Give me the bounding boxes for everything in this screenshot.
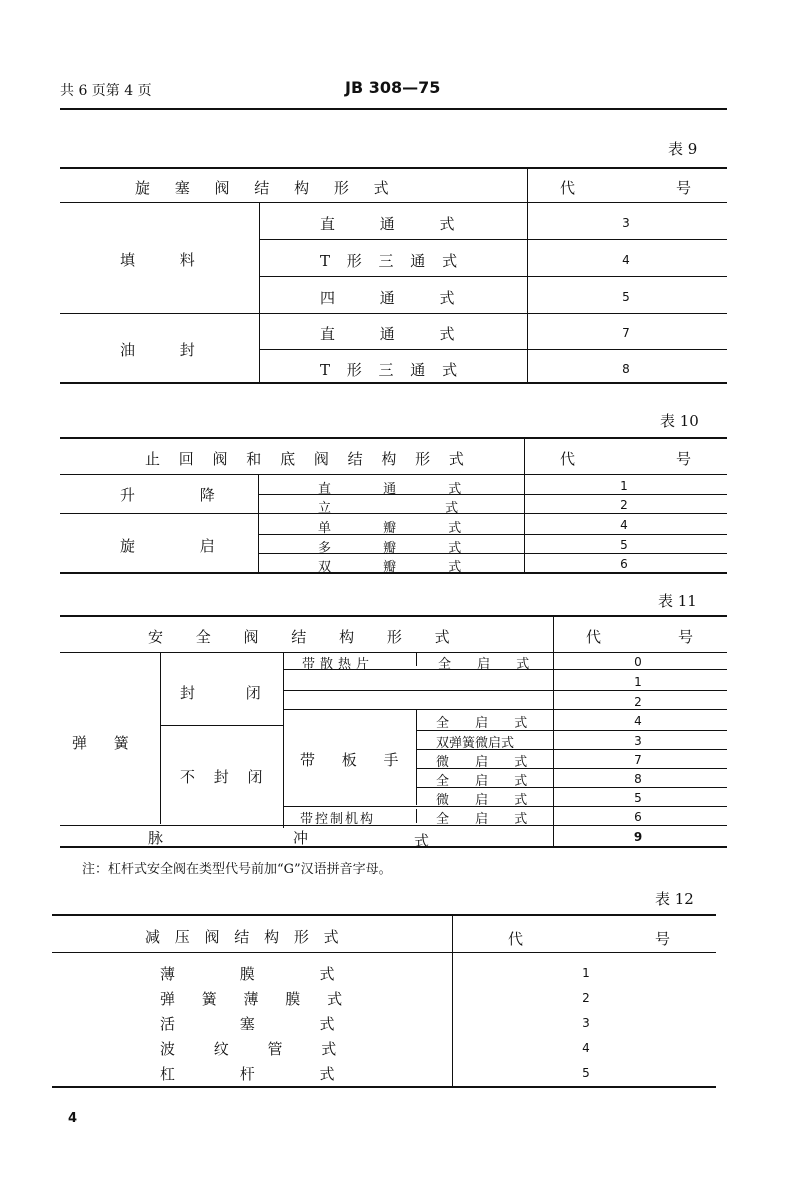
table11-code: 7: [634, 753, 642, 767]
page-number: 4: [68, 1111, 78, 1126]
table11-with-lever: 带 板 手: [300, 751, 399, 769]
table11-code-header-2: 号: [678, 628, 694, 646]
table11-lever-row: 微 启 式: [436, 755, 528, 770]
table12-row-code: 2: [582, 991, 590, 1005]
table11-full-lift: 全 启 式: [438, 657, 530, 672]
table9-row-code: 3: [622, 216, 630, 230]
table12-row-form: 薄 膜 式: [160, 965, 335, 983]
table10-row-code: 1: [620, 479, 628, 493]
table12-row-code: 1: [582, 966, 590, 980]
table12-code-header-2: 号: [655, 930, 671, 948]
table9-group-packing: 填 料: [120, 251, 195, 269]
table10-row-form: 多 瓣 式: [318, 541, 462, 556]
table11-code: 5: [634, 791, 642, 805]
table11-lever-row: 微 启 式: [436, 793, 528, 808]
table12-row-form: 弹 簧 薄 膜 式: [160, 990, 343, 1008]
table11-code: 2: [634, 695, 642, 709]
table9-code-header-1: 代: [560, 179, 576, 197]
table11-lever-row: 全 启 式: [436, 774, 528, 789]
table10-row-code: 5: [620, 538, 628, 552]
table9-group-oil: 油 封: [120, 341, 195, 359]
table11-pulse-2: 冲: [293, 829, 309, 847]
table10-row-code: 2: [620, 498, 628, 512]
table11-code: 1: [634, 675, 642, 689]
table12-code-header-1: 代: [508, 930, 524, 948]
page-info: 共 6 页第 4 页: [60, 83, 152, 99]
table12-row-form: 杠 杆 式: [160, 1065, 335, 1083]
table10-row-form: 直 通 式: [318, 482, 462, 497]
table11-control: 带控制机构: [300, 812, 376, 827]
table11-label: 表 11: [658, 592, 697, 610]
table9-row-code: 4: [622, 253, 630, 267]
table9-code-header-2: 号: [676, 179, 692, 197]
document-code: JB 308—75: [345, 78, 441, 97]
table9-row-form: T 形 三 通 式: [320, 361, 458, 379]
table9-row-form: 直 通 式: [320, 215, 455, 233]
table11-code-header-1: 代: [586, 628, 602, 646]
table11-pulse-3: 式: [414, 832, 430, 850]
table10-structure-header: 止 回 阀 和 底 阀 结 构 形 式: [145, 450, 464, 468]
table10-group-lift: 升 降: [120, 486, 215, 504]
table12-structure-header: 减 压 阀 结 构 形 式: [145, 928, 339, 946]
table10-row-form: 双 瓣 式: [318, 560, 462, 575]
table10-label: 表 10: [660, 412, 699, 430]
table9-label: 表 9: [668, 140, 698, 158]
table11-sealed: 封 闭: [180, 684, 261, 702]
table12-row-form: 波 纹 管 式: [160, 1040, 337, 1058]
table10-code-header-1: 代: [560, 450, 576, 468]
header-rule: [60, 108, 727, 110]
table9-row-code: 8: [622, 362, 630, 376]
table10-row-code: 6: [620, 557, 628, 571]
table11-structure-header: 安 全 阀 结 构 形 式: [148, 628, 450, 646]
table11-heat-sink: 带散热片: [302, 657, 375, 672]
table10-code-header-2: 号: [676, 450, 692, 468]
table11-lever-row: 双弹簧微启式: [436, 736, 515, 751]
table9-structure-header: 旋 塞 阀 结 构 形 式: [135, 179, 389, 197]
table10-row-form: 单 瓣 式: [318, 521, 462, 536]
table11-note: 注：杠杆式安全阀在类型代号前加“G”汉语拼音字母。: [82, 862, 392, 877]
table11-code: 8: [634, 772, 642, 786]
table11-code: 3: [634, 734, 642, 748]
table9-row-form: T 形 三 通 式: [320, 252, 458, 270]
table11-unsealed: 不 封 闭: [180, 768, 263, 786]
table12-row-code: 5: [582, 1066, 590, 1080]
table12-row-code: 3: [582, 1016, 590, 1030]
table10-group-swing: 旋 启: [120, 537, 215, 555]
table11-lever-row: 全 启 式: [436, 716, 528, 731]
table9-row-code: 5: [622, 290, 630, 304]
table11-control-full-lift: 全 启 式: [436, 812, 528, 827]
table11-code: 0: [634, 655, 642, 669]
table12-label: 表 12: [655, 890, 694, 908]
table9-row-form: 四 通 式: [320, 289, 455, 307]
table11-code: 6: [634, 810, 642, 824]
table11-spring: 弹 簧: [72, 734, 129, 752]
table11-pulse-1: 脉: [148, 829, 164, 847]
table11-code: 4: [634, 714, 642, 728]
table12-row-form: 活 塞 式: [160, 1015, 335, 1033]
table11-code: 9: [633, 830, 643, 844]
table10-row-form: 立 式: [318, 501, 459, 516]
table9-row-code: 7: [622, 326, 630, 340]
table9-row-form: 直 通 式: [320, 325, 455, 343]
table12-row-code: 4: [582, 1041, 590, 1055]
table10-row-code: 4: [620, 518, 628, 532]
